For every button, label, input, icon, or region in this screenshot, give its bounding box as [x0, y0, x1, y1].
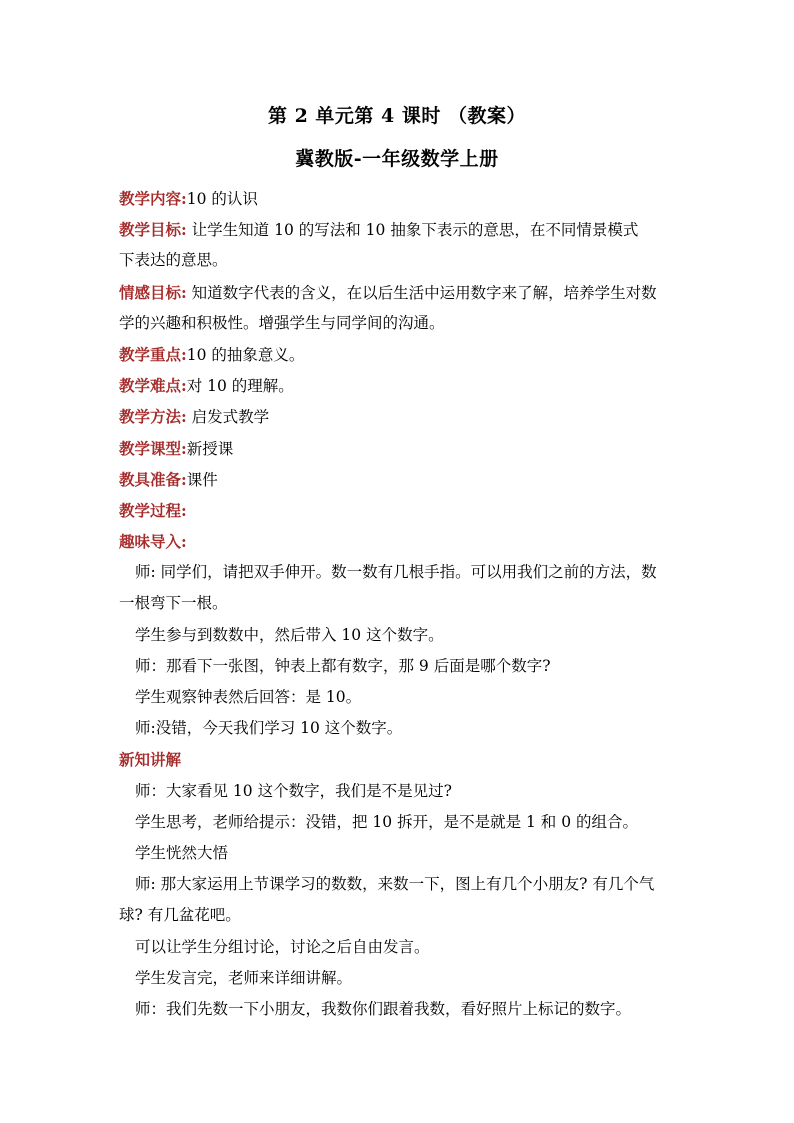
paragraph-line: 学生参与到数数中，然后带入 10 这个数字。 [135, 625, 444, 644]
document-title: 第 2 单元第 4 课时 （教案） [267, 105, 526, 127]
paragraph-line: 球? 有几盆花吧。 [119, 906, 241, 925]
field-teaching-goal-cont [119, 245, 679, 276]
paragraph-line: 学生思考，老师给提示：没错，把 10 拆开，是不是就是 1 和 0 的组合。 [135, 812, 639, 831]
paragraph-line: 学生观察钟表然后回答：是 10。 [135, 688, 362, 706]
paragraph-line: 学生发言完，老师来详细讲解。 [135, 968, 353, 987]
section-heading: 趣味导入: [119, 532, 187, 552]
paragraph-line: 师：那看下一张图，钟表上都有数字，那 9 后面是哪个数字? [135, 656, 551, 675]
field-teaching-goal [119, 214, 679, 245]
paragraph-line: 师: 那大家运用上节课学习的数数，来数一下，图上有几个小朋友? 有几个气 [135, 875, 655, 894]
field-label: 情感目标: [119, 282, 187, 302]
field-emotion-goal [119, 277, 679, 308]
field-teaching-content [119, 183, 679, 214]
field-value: 10 的认识 [186, 190, 258, 208]
lesson-plan-body [119, 183, 679, 1025]
field-label: 教具准备: [119, 469, 187, 489]
section-heading-new-knowledge [119, 744, 679, 775]
field-value: 启发式教学 [191, 408, 270, 427]
section-heading: 新知讲解 [119, 750, 182, 770]
field-label: 教学重点: [119, 344, 187, 364]
paragraph-line: 师:没错，今天我们学习 10 这个数字。 [135, 719, 403, 738]
document-subtitle: 冀教版-一年级数学上册 [295, 148, 499, 170]
paragraph-line: 师：我们先数一下小朋友，我数你们跟着我数，看好照片上标记的数字。 [135, 999, 632, 1018]
field-value-cont: 学的兴趣和积极性。增强学生与同学间的沟通。 [119, 313, 445, 332]
field-emotion-goal-cont [119, 308, 679, 339]
field-value: 知道数字代表的含义，在以后生活中运用数字来了解，培养学生对数 [191, 283, 657, 302]
field-label: 教学内容: [119, 189, 187, 208]
paragraph-line: 师：大家看见 10 这个数字，我们是不是见过? [135, 781, 452, 800]
field-key-point [119, 339, 679, 370]
field-difficulty [119, 370, 679, 401]
field-label: 教学难点: [119, 376, 187, 396]
field-label: 教学方法: [119, 407, 187, 427]
field-method [119, 401, 679, 432]
field-label: 教学目标: [119, 220, 187, 240]
paragraph-line: 学生恍然大悟 [135, 843, 229, 862]
paragraph-line: 一根弯下一根。 [119, 594, 228, 613]
field-label: 教学过程: [119, 500, 187, 520]
section-heading-intro [119, 526, 679, 557]
field-process [119, 495, 679, 526]
field-value: 10 的抽象意义。 [186, 345, 305, 364]
field-value: 课件 [186, 470, 218, 489]
paragraph-line: 师: 同学们，请把双手伸开。数一数有几根手指。可以用我们之前的方法，数 [135, 563, 657, 582]
field-materials [119, 464, 679, 495]
field-value: 对 10 的理解。 [186, 377, 294, 396]
paragraph-line: 可以让学生分组讨论，讨论之后自由发言。 [135, 937, 430, 956]
field-value-cont: 下表达的意思。 [119, 251, 228, 270]
field-value: 新授课 [186, 439, 234, 458]
field-lesson-type [119, 433, 679, 464]
field-label: 教学课型: [119, 438, 187, 458]
field-value: 让学生知道 10 的写法和 10 抽象下表示的意思，在不同情景模式 [191, 221, 639, 240]
